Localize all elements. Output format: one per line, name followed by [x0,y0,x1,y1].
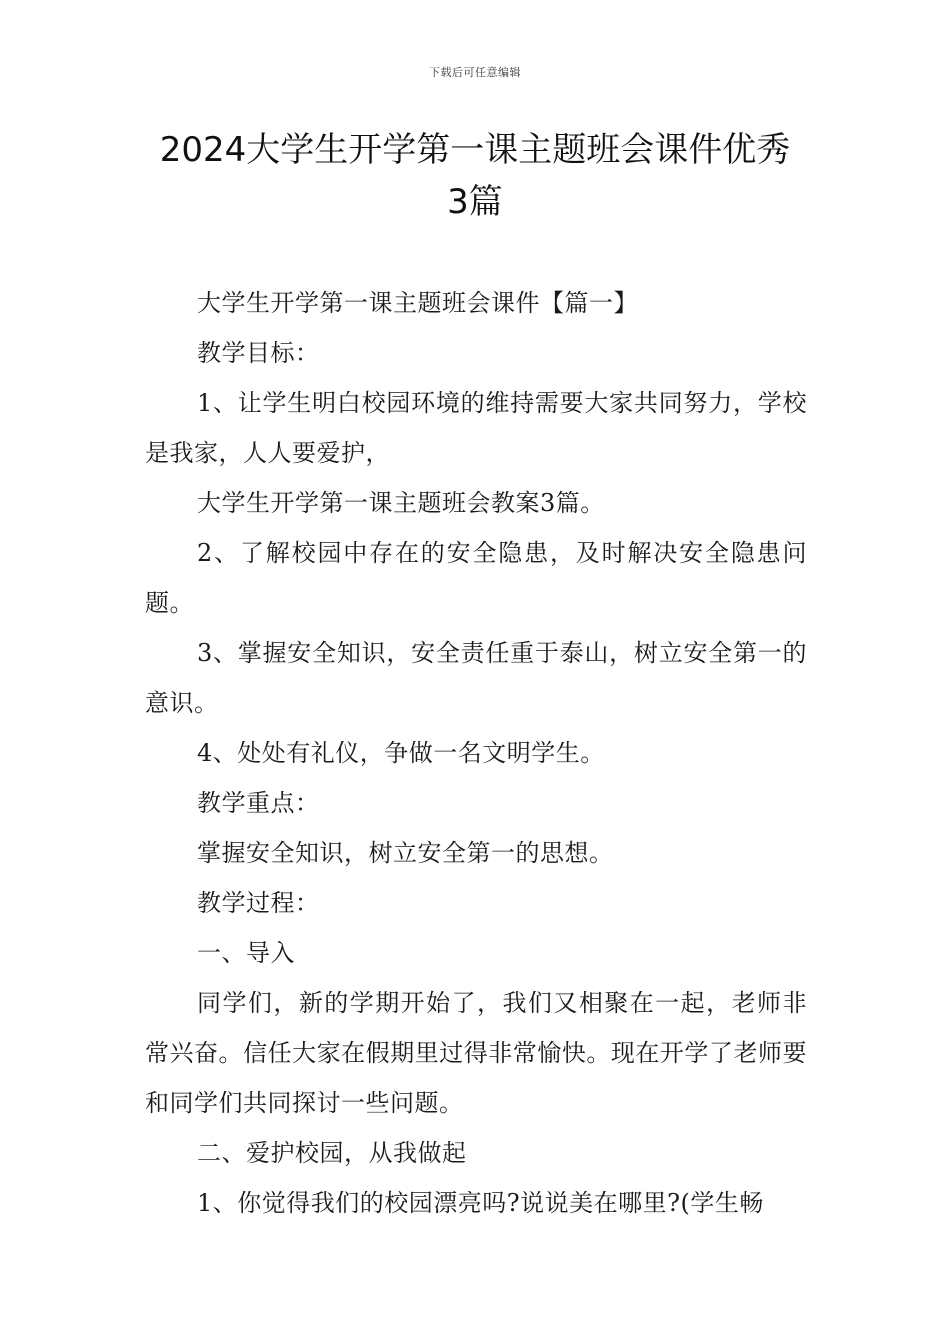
section-introduction-heading: 一、导入 [197,939,295,967]
teaching-focus-text: 掌握安全知识，树立安全第一的思想。 [197,839,614,867]
introduction-paragraph: 同学们，新的学期开始了，我们又相聚在一起，老师非常兴奋。信任大家在假期里过得非常愉快。现在开学了老师要和同学们共同探讨一些问题。 [145,989,807,1117]
title-line-2: 3篇 [447,182,503,222]
teaching-goals-heading: 教学目标： [197,339,320,367]
goal-item-2: 2、了解校园中存在的安全隐患，及时解决安全隐患问题。 [145,539,807,617]
campus-care-item-1: 1、你觉得我们的校园漂亮吗?说说美在哪里?(学生畅 [197,1189,764,1217]
goal-item-1: 1、让学生明白校园环境的维持需要大家共同努力，学校是我家，人人要爱护， [145,389,807,467]
goal-item-4: 4、处处有礼仪，争做一名文明学生。 [197,739,605,767]
teaching-focus-heading: 教学重点： [197,789,320,817]
document-body [145,278,807,1228]
goal-item-3: 3、掌握安全知识，安全责任重于泰山，树立安全第一的意识。 [145,639,807,717]
page-header-note: 下载后可任意编辑 [429,66,521,79]
section-heading-part-one: 大学生开学第一课主题班会课件【篇一】 [197,289,638,317]
teaching-process-heading: 教学过程： [197,889,320,917]
body-paragraph: 大学生开学第一课主题班会教案3篇。 [197,489,605,517]
section-campus-care-heading: 二、爱护校园，从我做起 [197,1139,467,1167]
document-title [140,124,810,228]
title-line-1: 2024大学生开学第一课主题班会课件优秀 [159,130,791,170]
